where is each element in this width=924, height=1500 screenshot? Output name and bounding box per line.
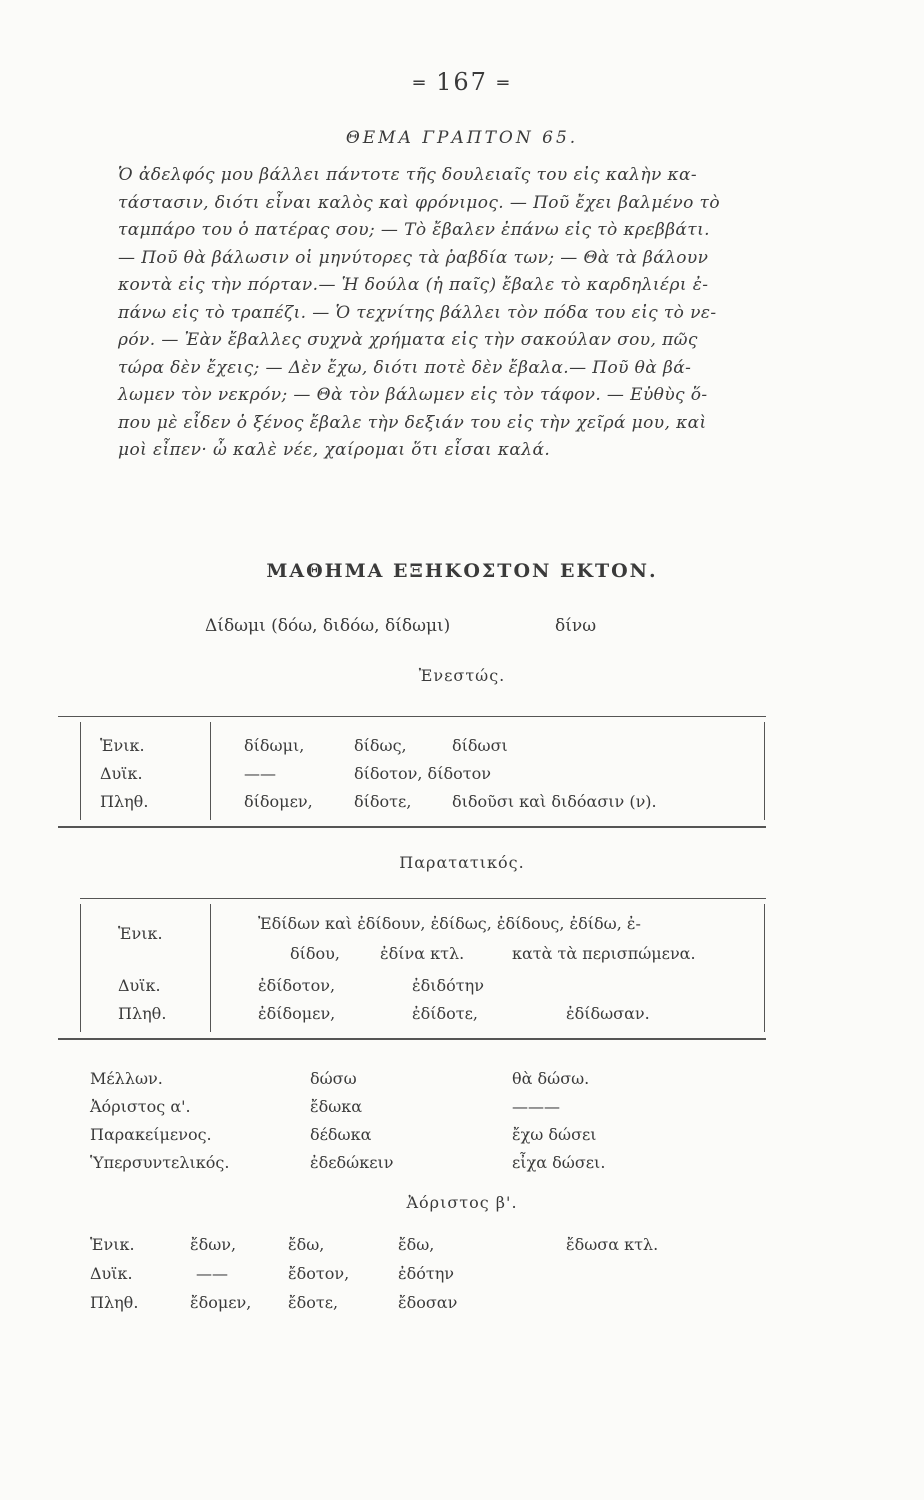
tense-modern: ——— bbox=[512, 1097, 560, 1116]
imperfect-row-label: Δυϊκ. bbox=[118, 976, 161, 995]
lesson-title: ΜΑΘΗΜΑ ΕΞΗΚΟΣΤΟΝ ΕΚΤΟΝ. bbox=[266, 560, 658, 582]
present-table-bottom-rule bbox=[58, 826, 766, 828]
exercise-paragraph bbox=[118, 162, 766, 465]
aorist2-heading: Ἀόριστος β'. bbox=[406, 1193, 518, 1212]
aorist2-row-label: Δυϊκ. bbox=[90, 1264, 133, 1283]
paragraph-line: ρόν. — Ἐὰν ἔβαλλες συχνὰ χρήματα εἰς τὴν σακούλαν σου, πῶς bbox=[118, 330, 698, 350]
imperfect-form: ἐδιδότην bbox=[412, 976, 484, 995]
verb-modern: δίνω bbox=[555, 616, 597, 636]
present-row-label: Ἑνικ. bbox=[100, 736, 145, 755]
paragraph-line: — Ποῦ θὰ βάλωσιν οἱ μηνύτορες τὰ ῥαβδία των; — Θὰ τὰ βάλουν bbox=[118, 247, 709, 268]
aorist2-row-label: Ἑνικ. bbox=[90, 1235, 135, 1254]
present-row-label: Δυϊκ. bbox=[100, 764, 143, 783]
imperfect-table-divider bbox=[210, 904, 211, 1032]
present-form: δίδομεν, bbox=[244, 792, 313, 811]
aorist2-form: ἔδω, bbox=[288, 1235, 325, 1254]
imperfect-form: ἐδίδοτον, bbox=[258, 976, 336, 995]
aorist2-form: ἐδότην bbox=[398, 1264, 455, 1283]
page-number-dash-right: ═ bbox=[497, 73, 511, 94]
paragraph-line: μοὶ εἶπεν· ὦ καλὲ νέε, χαίρομαι ὅτι εἶσαι καλά. bbox=[118, 440, 551, 460]
imperfect-row-label: Ἑνικ. bbox=[118, 924, 163, 943]
tense-modern: θὰ δώσω. bbox=[512, 1069, 590, 1088]
imperfect-table-right-rule bbox=[764, 904, 765, 1032]
imperfect-table-bottom-rule bbox=[58, 1038, 766, 1040]
paragraph-line: κοντὰ εἰς τὴν πόρταν.— Ἡ δούλα (ἡ παῖς) ἔβαλε τὸ καρδηλιέρι ἐ- bbox=[118, 275, 709, 295]
paragraph-line: τάστασιν, διότι εἶναι καλὸς καὶ φρόνιμος. — Ποῦ ἔχει βαλμένο τὸ bbox=[118, 192, 720, 213]
present-form: —— bbox=[244, 764, 276, 783]
present-form: δίδοτον, δίδοτον bbox=[354, 764, 491, 783]
imperfect-heading: Παρατατικός. bbox=[399, 853, 525, 872]
tense-modern: ἔχω δώσει bbox=[512, 1125, 597, 1144]
aorist2-row-label: Πληθ. bbox=[90, 1293, 139, 1312]
imperfect-form: Ἐδίδων καὶ ἐδίδουν, ἐδίδως, ἐδίδους, ἐδίδω, ἐ- bbox=[258, 914, 641, 933]
tense-form: ἐδεδώκειν bbox=[310, 1153, 394, 1172]
tense-label: Ὑπερσυντελικός. bbox=[90, 1153, 230, 1172]
present-form: δίδως, bbox=[354, 736, 407, 755]
imperfect-table-top-rule bbox=[80, 898, 766, 899]
tense-label: Ἀόριστος α'. bbox=[90, 1097, 191, 1116]
imperfect-row-label: Πληθ. bbox=[118, 1004, 167, 1023]
present-row-label: Πληθ. bbox=[100, 792, 149, 811]
tense-modern: εἶχα δώσει. bbox=[512, 1153, 606, 1172]
present-heading: Ἐνεστώς. bbox=[418, 666, 506, 685]
tense-form: ἔδωκα bbox=[310, 1097, 363, 1116]
present-form: δίδοτε, bbox=[354, 792, 412, 811]
paragraph-line: που μὲ εἶδεν ὁ ξένος ἔβαλε τὴν δεξιάν του εἰς τὴν χεῖρά μου, καὶ bbox=[118, 412, 707, 433]
aorist2-form: ἔδω, bbox=[398, 1235, 435, 1254]
aorist2-form: ἔδωσα κτλ. bbox=[566, 1235, 659, 1254]
tense-label: Μέλλων. bbox=[90, 1069, 163, 1088]
aorist2-form: ἔδων, bbox=[190, 1235, 237, 1254]
paragraph-line: Ὁ ἀδελφός μου βάλλει πάντοτε τῆς δουλειαῖς του εἰς καλὴν κα- bbox=[118, 165, 698, 185]
page-number bbox=[0, 68, 924, 96]
present-table-top-rule bbox=[58, 716, 766, 717]
tense-label: Παρακείμενος. bbox=[90, 1125, 212, 1144]
imperfect-table-left-rule bbox=[80, 904, 81, 1032]
verb-headline bbox=[205, 616, 597, 636]
aorist2-form: ἔδομεν, bbox=[190, 1293, 252, 1312]
present-table-right-rule bbox=[764, 722, 765, 820]
imperfect-form: ἐδίνα κτλ. bbox=[380, 944, 465, 963]
imperfect-form: ἐδίδωσαν. bbox=[566, 1004, 650, 1023]
present-form: διδοῦσι καὶ διδόασιν (ν). bbox=[452, 792, 657, 811]
paragraph-line: λωμεν τὸν νεκρόν; — Θὰ τὸν βάλωμεν εἰς τὸν τάφον. — Εὐθὺς ὅ- bbox=[118, 385, 708, 405]
imperfect-form: κατὰ τὰ περισπώμενα. bbox=[512, 944, 696, 963]
imperfect-form: δίδου, bbox=[290, 944, 340, 963]
aorist2-form: ἔδοτον, bbox=[288, 1264, 350, 1283]
aorist2-form: —— bbox=[196, 1264, 228, 1283]
paragraph-line: τώρα δὲν ἔχεις; — Δὲν ἔχω, διότι ποτὲ δὲν ἔβαλα.— Ποῦ θὰ βά- bbox=[118, 357, 692, 378]
verb-forms: Δίδωμι (δόω, διδόω, δίδωμι) bbox=[205, 616, 451, 636]
tense-form: δώσω bbox=[310, 1069, 357, 1088]
paragraph-line: πάνω εἰς τὸ τραπέζι. — Ὁ τεχνίτης βάλλει τὸν πόδα του εἰς τὸ νε- bbox=[118, 302, 717, 323]
page-number-dash-left: ═ bbox=[413, 73, 427, 94]
exercise-heading: ΘΕΜΑ ΓΡΑΠΤΟΝ 65. bbox=[345, 128, 579, 148]
present-form: δίδωμι, bbox=[244, 736, 305, 755]
page-number-value: 167 bbox=[436, 68, 488, 96]
tense-form: δέδωκα bbox=[310, 1125, 372, 1144]
present-form: δίδωσι bbox=[452, 736, 508, 755]
aorist2-form: ἔδοσαν bbox=[398, 1293, 458, 1312]
present-table-left-rule bbox=[80, 722, 81, 820]
imperfect-form: ἐδίδοτε, bbox=[412, 1004, 478, 1023]
imperfect-form: ἐδίδομεν, bbox=[258, 1004, 336, 1023]
paragraph-line: ταμπάρο του ὁ πατέρας σου; — Τὸ ἔβαλεν ἐπάνω εἰς τὸ κρεββάτι. bbox=[118, 220, 710, 240]
present-table-divider bbox=[210, 722, 211, 820]
aorist2-form: ἔδοτε, bbox=[288, 1293, 339, 1312]
